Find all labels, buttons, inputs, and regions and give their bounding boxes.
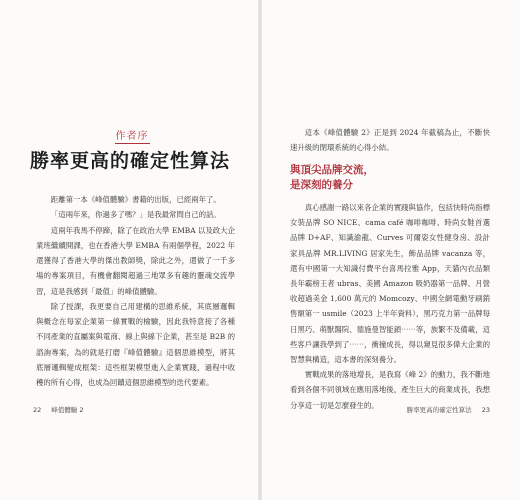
- right-running-title: 勝率更高的確定性算法: [406, 406, 472, 414]
- left-body-text: [36, 192, 235, 390]
- left-paragraph: 距離第一本《峰值體驗》書籍的出版，已經兩年了。: [50, 195, 221, 204]
- chapter-title: 勝率更高的確定性算法: [30, 150, 231, 172]
- right-intro-text: [290, 125, 490, 155]
- section-heading: [290, 163, 490, 193]
- section-label: 作者序: [115, 127, 150, 144]
- section-heading-line-1: 與頂尖品牌交流，: [290, 164, 374, 176]
- left-paragraph: 除了授課，我更要自己用建構的思維系統，其底層邏輯與概念在每家企業第一線實戰的檢驗，因此我特意接了各種不同產業的直屬案與電商、線上與線下企業，甚至是 B2B 的諮詢專案，為的就是打磨『峰值體驗』這個思維模型，將其底層邏輯變成框架：這些框架模型進入企業實踐，過程中收穫的所有心得，也成為回饋這個思維模型的迭代要素。: [36, 301, 235, 387]
- right-paragraph: 實戰成果的落地增長，是我寫《峰 2》的動力，我不斷地看到各個不同領域在應用落地後，產生巨大的商業成長，我想分享這一切是怎麼發生的。: [290, 370, 490, 410]
- section-label-wrap: [109, 124, 155, 144]
- right-footer: [407, 405, 490, 414]
- right-intro-paragraph: 這本《峰值體驗 2》正是到 2024 年截稿為止，不斷快速升級的閉環系統的心得小結。: [290, 128, 490, 152]
- right-page-number: 23: [481, 406, 490, 414]
- book-gutter: [258, 0, 262, 500]
- left-paragraph: 這兩年我馬不停蹄，除了在政治大學 EMBA 以及政大企業班繼續開課，也在香港大學 EMBA 有兩個學程，2022 年還獲得了香港大學的傑出教師獎，除此之外，還做了一千多場的專案項目，有機會翻閱超過三地眾多有趣的靈魂交流學習，這是我感到「最值」的峰值體驗。: [36, 225, 235, 296]
- right-body-text: [290, 200, 490, 413]
- left-footer: [33, 405, 84, 414]
- left-page-number: 22: [33, 406, 42, 414]
- left-running-title: 峰值體驗 2: [51, 406, 84, 414]
- left-paragraph: 「這兩年來，你過多了嗎？」是我最常問自己的話。: [50, 210, 221, 220]
- section-heading-line-2: 是深刻的養分: [290, 179, 353, 191]
- right-paragraph: 真心感謝一路以來各企業的實踐與協作，包括快時尚指標女裝品牌 SO NICE、cama café 咖啡咖啡、時尚女鞋首選品牌 D+AF、知識渝龍、Curves 可爾姿女性健身房、設計家具品牌 MR.LIVING 居家先生，飾品品牌 vacanza 等，還有中國第一大知識付費平台喜馬拉雅 App，天貓內衣品類長年霸榜王者 ubras、美國 Amazon 吸奶器第一品牌、月營收超過美金 1,600 萬元的 Momcozy、中國全網電動牙刷銷售額第一 usmile（2023 上半年資料），黑巧克力第一品牌每日黑巧、萌獸醫院、德施曼智能鎖⋯⋯等，族繁不及備載，這些客戶讓我學到了⋯⋯，衝撞成長，得以窺見很多偉大企業的智慧與構造，這本書的深刻養分。: [290, 203, 490, 365]
